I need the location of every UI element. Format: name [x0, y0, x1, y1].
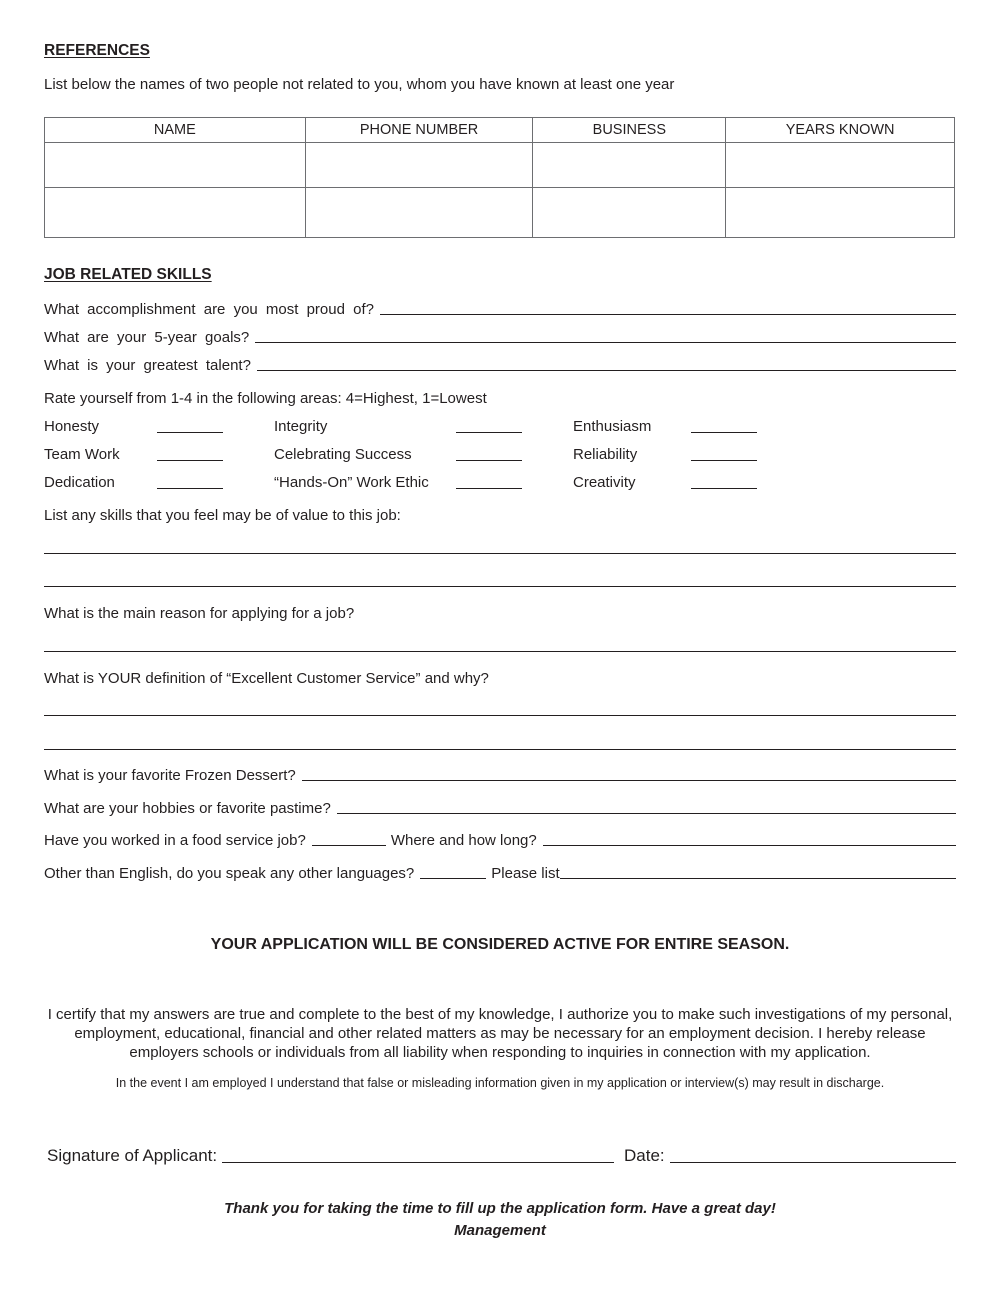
reference-1-business-cell[interactable]	[533, 143, 726, 188]
where-how-long-answer-line[interactable]	[543, 845, 956, 846]
rating-blank-reliability[interactable]	[691, 460, 757, 461]
col-header-name: NAME	[45, 118, 306, 143]
definition-question: What is YOUR definition of “Excellent Customer Service” and why?	[44, 670, 489, 687]
reference-1-years-cell[interactable]	[726, 143, 955, 188]
references-table	[44, 117, 955, 238]
rating-label-integrity: Integrity	[274, 418, 328, 435]
talent-label: What is your greatest talent?	[44, 357, 251, 374]
col-header-phone: PHONE NUMBER	[305, 118, 533, 143]
food-service-label: Have you worked in a food service job?	[44, 832, 306, 849]
date-label: Date:	[624, 1146, 665, 1165]
food-service-question	[44, 832, 956, 849]
job-skills-heading: JOB RELATED SKILLS	[44, 266, 212, 283]
please-list-answer-line[interactable]	[560, 878, 956, 879]
active-season-notice: YOUR APPLICATION WILL BE CONSIDERED ACTIVE FOR ENTIRE SEASON.	[210, 936, 790, 953]
rating-label-enthusiasm: Enthusiasm	[573, 418, 652, 435]
rating-blank-honesty[interactable]	[157, 432, 223, 433]
languages-question	[44, 865, 956, 882]
talent-question	[44, 357, 956, 374]
rating-blank-integrity[interactable]	[456, 432, 522, 433]
reference-2-name-cell[interactable]	[45, 188, 306, 238]
rating-label-team-work: Team Work	[44, 446, 120, 463]
food-service-answer-line[interactable]	[312, 845, 386, 846]
signature-row	[47, 1146, 614, 1166]
thank-you-message: Thank you for taking the time to fill up the application form. Have a great day!	[224, 1200, 776, 1217]
rating-blank-enthusiasm[interactable]	[691, 432, 757, 433]
references-heading: REFERENCES	[44, 42, 150, 59]
hobbies-label: What are your hobbies or favorite pastime?	[44, 800, 331, 817]
rating-label-dedication: Dedication	[44, 474, 115, 491]
rating-label-reliability: Reliability	[573, 446, 638, 463]
dessert-question	[44, 767, 956, 784]
skills-answer-line-1[interactable]	[44, 553, 956, 554]
signature-label: Signature of Applicant:	[47, 1146, 218, 1165]
reference-2-business-cell[interactable]	[533, 188, 726, 238]
date-row	[624, 1146, 956, 1166]
rating-label-hands-on-work-ethic: “Hands-On” Work Ethic	[274, 474, 429, 491]
goals-question	[44, 329, 956, 346]
signature-line[interactable]	[222, 1162, 614, 1163]
rating-blank-hands-on-work-ethic[interactable]	[456, 488, 522, 489]
dessert-answer-line[interactable]	[302, 780, 956, 781]
reference-2-years-cell[interactable]	[726, 188, 955, 238]
languages-label: Other than English, do you speak any other languages?	[44, 865, 415, 882]
certification-statement: I certify that my answers are true and complete to the best of my knowledge, I authorize you to make such investigations of my personal, employment, educational, financial and other related matters as may be necessary for an employment decision. I hereby release employers schools or individuals from all liability when responding to inquiries in connection with my application.	[47, 1006, 953, 1061]
table-row	[45, 188, 955, 238]
col-header-business: BUSINESS	[533, 118, 726, 143]
references-header-row	[45, 118, 955, 143]
accomplishment-label: What accomplishment are you most proud of?	[44, 301, 374, 318]
rating-blank-creativity[interactable]	[691, 488, 757, 489]
languages-answer-line[interactable]	[420, 878, 486, 879]
definition-answer-line-1[interactable]	[44, 715, 956, 716]
reference-1-phone-cell[interactable]	[305, 143, 533, 188]
accomplishment-answer-line[interactable]	[380, 314, 956, 315]
skills-question: List any skills that you feel may be of value to this job:	[44, 507, 401, 524]
reason-question: What is the main reason for applying for a job?	[44, 605, 355, 622]
references-instructions: List below the names of two people not related to you, whom you have known at least one year	[44, 76, 675, 93]
rating-label-celebrating-success: Celebrating Success	[274, 446, 412, 463]
rate-intro: Rate yourself from 1-4 in the following areas: 4=Highest, 1=Lowest	[44, 390, 487, 407]
reference-1-name-cell[interactable]	[45, 143, 306, 188]
rating-label-honesty: Honesty	[44, 418, 100, 435]
goals-answer-line[interactable]	[255, 342, 956, 343]
col-header-years-known: YEARS KNOWN	[726, 118, 955, 143]
definition-answer-line-2[interactable]	[44, 749, 956, 750]
rating-blank-dedication[interactable]	[157, 488, 223, 489]
accomplishment-question	[44, 301, 956, 318]
hobbies-answer-line[interactable]	[337, 813, 956, 814]
skills-answer-line-2[interactable]	[44, 586, 956, 587]
rating-blank-celebrating-success[interactable]	[456, 460, 522, 461]
reference-2-phone-cell[interactable]	[305, 188, 533, 238]
reason-answer-line[interactable]	[44, 651, 956, 652]
hobbies-question	[44, 800, 956, 817]
rating-blank-team-work[interactable]	[157, 460, 223, 461]
table-row	[45, 143, 955, 188]
goals-label: What are your 5-year goals?	[44, 329, 250, 346]
dessert-label: What is your favorite Frozen Dessert?	[44, 767, 296, 784]
where-how-long-label: Where and how long?	[390, 832, 537, 849]
rating-label-creativity: Creativity	[573, 474, 636, 491]
please-list-label: Please list	[491, 865, 560, 882]
management-signoff: Management	[454, 1222, 546, 1239]
discharge-note: In the event I am employed I understand that false or misleading information given in my application or interview(s) may result in discharge.	[115, 1076, 885, 1090]
date-line[interactable]	[670, 1162, 956, 1163]
talent-answer-line[interactable]	[257, 370, 956, 371]
